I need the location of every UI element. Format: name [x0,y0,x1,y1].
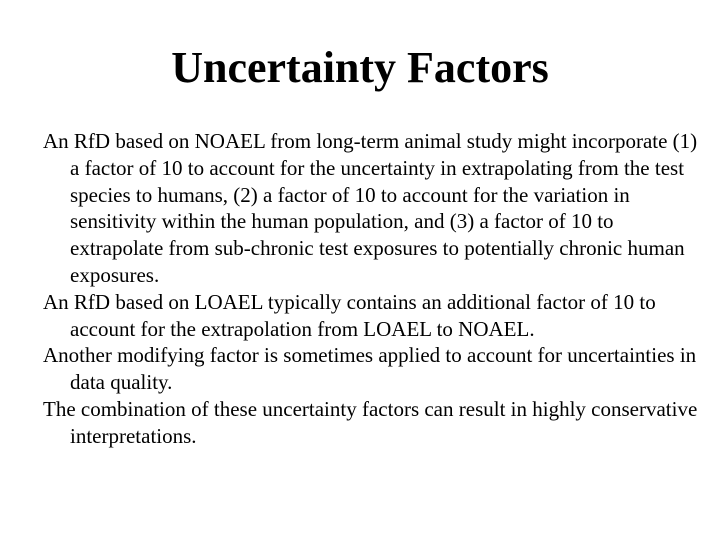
paragraph-modifying-factor: Another modifying factor is sometimes applied to account for uncertainties in data quality. [43,343,697,395]
slide-title: Uncertainty Factors [171,43,549,92]
paragraph-loael-factor: An RfD based on LOAEL typically contains an additional factor of 10 to account for the extrapolation from LOAEL to NOAEL. [43,289,656,341]
slide-body [43,128,703,450]
paragraph-combination: The combination of these uncertainty factors can result in highly conservative interpretations. [43,396,698,448]
paragraph-noael-factors: An RfD based on NOAEL from long-term animal study might incorporate (1) a factor of 10 to account for the uncertainty in extrapolating from the test species to humans, (2) a factor of 10 to account for the variation in sensitivity within the human population, and (3) a factor of 10 to extrapolate from sub-chronic test exposures to potentially chronic human exposures. [43,129,698,287]
